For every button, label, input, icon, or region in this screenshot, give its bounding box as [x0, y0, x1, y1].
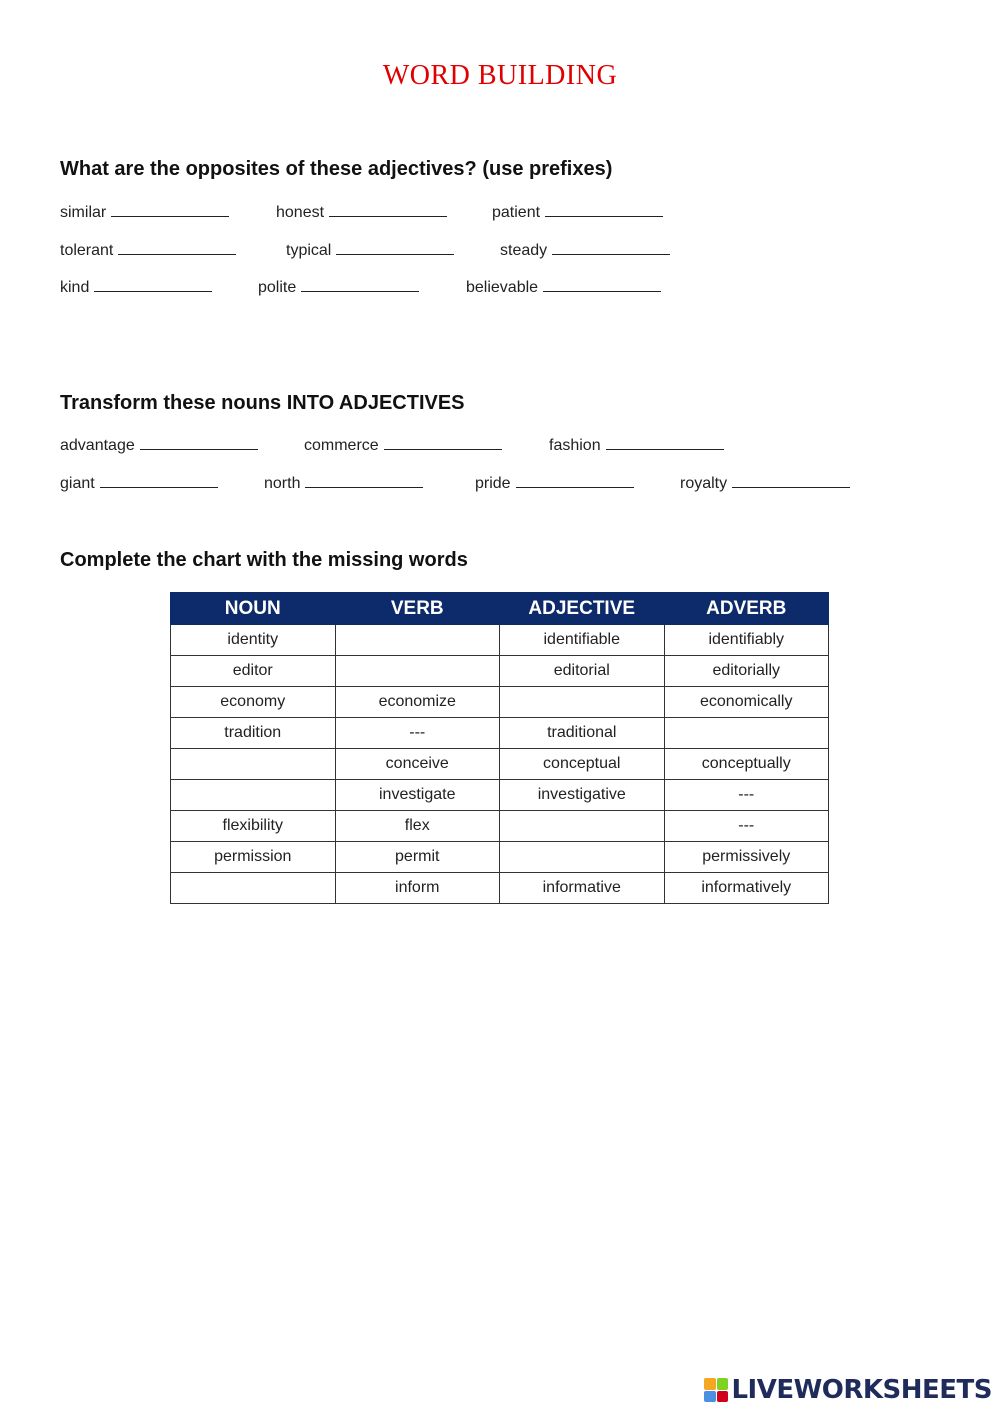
exercise-item	[304, 435, 502, 455]
table-row	[171, 873, 829, 904]
answer-blank[interactable]	[516, 473, 634, 488]
table-row	[171, 811, 829, 842]
answer-blank[interactable]	[384, 435, 502, 450]
exercise-item	[680, 473, 850, 493]
table-cell: conceptual	[500, 749, 665, 780]
exercise-item	[60, 277, 212, 297]
chart-header-row	[171, 593, 829, 625]
exercise-item	[286, 240, 454, 260]
answer-blank[interactable]	[732, 473, 850, 488]
column-header-adjective: ADJECTIVE	[500, 593, 665, 625]
word-label: pride	[475, 475, 511, 492]
table-cell: inform	[335, 873, 500, 904]
logo-icon	[704, 1378, 728, 1402]
table-cell: identifiably	[664, 625, 829, 656]
table-cell: conceive	[335, 749, 500, 780]
blank-cell[interactable]	[171, 780, 336, 811]
blank-cell[interactable]	[171, 749, 336, 780]
answer-blank[interactable]	[552, 240, 670, 255]
answer-blank[interactable]	[329, 202, 447, 217]
logo-square	[717, 1391, 729, 1403]
table-cell: editor	[171, 656, 336, 687]
table-row	[171, 718, 829, 749]
answer-blank[interactable]	[336, 240, 454, 255]
blank-cell[interactable]	[335, 625, 500, 656]
table-cell: ---	[664, 811, 829, 842]
table-cell: tradition	[171, 718, 336, 749]
word-label: patient	[492, 204, 541, 221]
exercise-item	[466, 277, 661, 297]
answer-blank[interactable]	[140, 435, 258, 450]
table-cell: identifiable	[500, 625, 665, 656]
word-label: believable	[466, 279, 539, 296]
section1-heading: What are the opposites of these adjectives? (use prefixes)	[60, 158, 613, 180]
table-cell: ---	[664, 780, 829, 811]
liveworksheets-logo	[704, 1375, 992, 1405]
word-label: polite	[258, 279, 297, 296]
table-row	[171, 749, 829, 780]
exercise-item	[60, 435, 258, 455]
exercise-item	[258, 277, 419, 297]
table-cell: economy	[171, 687, 336, 718]
logo-square	[704, 1391, 716, 1403]
word-label: commerce	[304, 437, 379, 454]
column-header-verb: VERB	[335, 593, 500, 625]
section2-heading: Transform these nouns INTO ADJECTIVES	[60, 392, 465, 414]
answer-blank[interactable]	[94, 277, 212, 292]
table-cell: informatively	[664, 873, 829, 904]
answer-blank[interactable]	[606, 435, 724, 450]
table-cell: permissively	[664, 842, 829, 873]
table-cell: informative	[500, 873, 665, 904]
table-cell: investigate	[335, 780, 500, 811]
blank-cell[interactable]	[335, 656, 500, 687]
answer-blank[interactable]	[545, 202, 663, 217]
word-label: kind	[60, 279, 90, 296]
word-label: giant	[60, 475, 95, 492]
table-cell: flexibility	[171, 811, 336, 842]
exercise-item	[60, 202, 229, 222]
exercise-item	[60, 240, 236, 260]
table-row	[171, 780, 829, 811]
table-cell: traditional	[500, 718, 665, 749]
table-row	[171, 625, 829, 656]
blank-cell[interactable]	[171, 873, 336, 904]
blank-cell[interactable]	[500, 842, 665, 873]
exercise-item	[492, 202, 663, 222]
word-label: north	[264, 475, 301, 492]
word-label: advantage	[60, 437, 135, 454]
answer-blank[interactable]	[111, 202, 229, 217]
answer-blank[interactable]	[543, 277, 661, 292]
exercise-item	[60, 473, 218, 493]
blank-cell[interactable]	[500, 811, 665, 842]
table-row	[171, 656, 829, 687]
word-label: honest	[276, 204, 325, 221]
table-cell: permit	[335, 842, 500, 873]
table-cell: ---	[335, 718, 500, 749]
exercise-item	[475, 473, 634, 493]
table-cell: conceptually	[664, 749, 829, 780]
answer-blank[interactable]	[305, 473, 423, 488]
word-chart	[170, 592, 829, 904]
table-cell: permission	[171, 842, 336, 873]
word-label: typical	[286, 242, 332, 259]
page-title: WORD BUILDING	[382, 60, 618, 91]
table-cell: flex	[335, 811, 500, 842]
table-row	[171, 687, 829, 718]
section3-heading: Complete the chart with the missing words	[60, 549, 468, 571]
exercise-item	[549, 435, 724, 455]
answer-blank[interactable]	[301, 277, 419, 292]
answer-blank[interactable]	[100, 473, 218, 488]
exercise-item	[276, 202, 447, 222]
blank-cell[interactable]	[664, 718, 829, 749]
logo-square	[717, 1378, 729, 1390]
table-cell: editorially	[664, 656, 829, 687]
logo-square	[704, 1378, 716, 1390]
table-cell: investigative	[500, 780, 665, 811]
word-label: similar	[60, 204, 107, 221]
word-label: fashion	[549, 437, 601, 454]
exercise-item	[500, 240, 670, 260]
answer-blank[interactable]	[118, 240, 236, 255]
table-cell: identity	[171, 625, 336, 656]
table-cell: economize	[335, 687, 500, 718]
exercise-item	[264, 473, 423, 493]
table-cell: economically	[664, 687, 829, 718]
logo-text: LIVEWORKSHEETS	[731, 1375, 992, 1405]
word-label: royalty	[680, 475, 728, 492]
word-label: steady	[500, 242, 548, 259]
column-header-noun: NOUN	[171, 593, 336, 625]
blank-cell[interactable]	[500, 687, 665, 718]
word-label: tolerant	[60, 242, 114, 259]
table-row	[171, 842, 829, 873]
column-header-adverb: ADVERB	[664, 593, 829, 625]
table-cell: editorial	[500, 656, 665, 687]
